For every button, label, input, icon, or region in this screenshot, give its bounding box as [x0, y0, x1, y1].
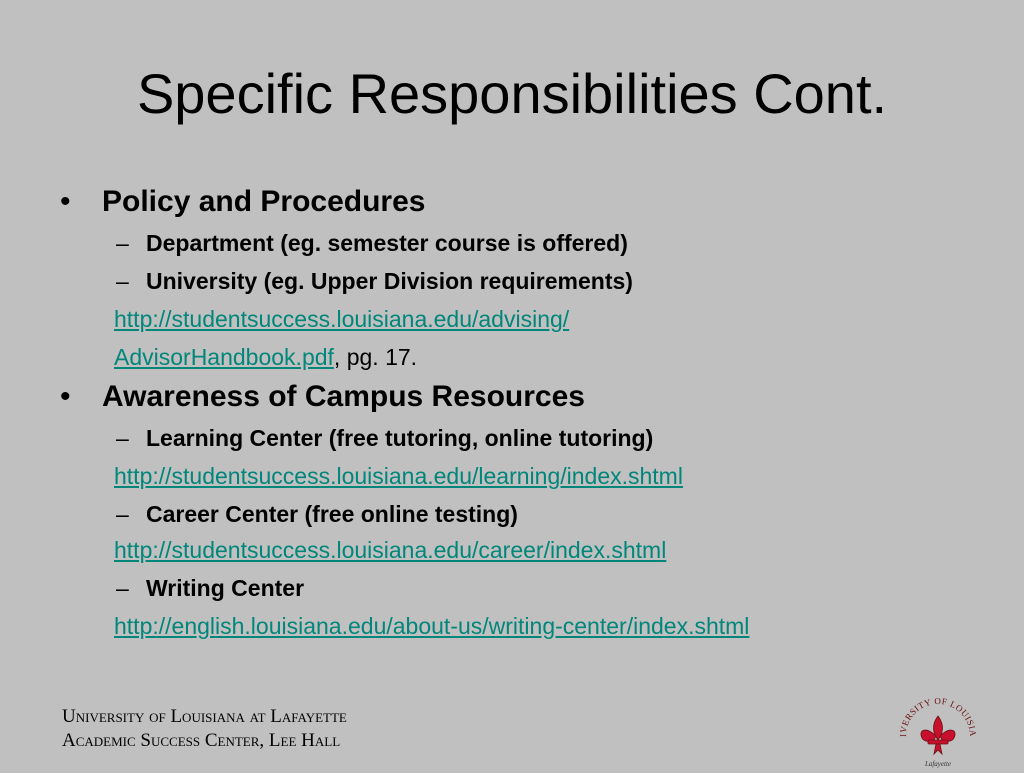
bullet-dot: •	[60, 185, 71, 218]
writing-center-link[interactable]: http://english.louisiana.edu/about-us/writing-center/index.shtml	[114, 613, 750, 639]
learning-center-link[interactable]: http://studentsuccess.louisiana.edu/learning/index.shtml	[114, 463, 683, 489]
list-item	[116, 267, 633, 295]
dash-bullet: –	[116, 575, 129, 601]
seal-ring-text: IVERSITY OF LOUISIA	[897, 696, 979, 738]
dash-bullet: –	[116, 268, 129, 294]
career-center-link[interactable]: http://studentsuccess.louisiana.edu/career/index.shtml	[114, 537, 667, 563]
seal-bottom-text: Lafayette	[924, 760, 952, 768]
list-item-label: Career Center (free online testing)	[146, 501, 518, 527]
link-line	[114, 305, 569, 333]
list-item	[116, 424, 653, 452]
link-line	[114, 343, 417, 371]
list-item-label: Department (eg. semester course is offered)	[146, 230, 628, 256]
section-heading-label: Awareness of Campus Resources	[102, 380, 585, 413]
link-line	[114, 462, 683, 490]
section-heading-label: Policy and Procedures	[102, 185, 426, 218]
advisor-handbook-link[interactable]: AdvisorHandbook.pdf	[114, 344, 334, 370]
university-seal-logo	[896, 696, 980, 773]
bullet-dot: •	[60, 380, 71, 413]
dash-bullet: –	[116, 501, 129, 527]
list-item	[116, 229, 628, 257]
list-item	[116, 574, 304, 602]
advising-link[interactable]: http://studentsuccess.louisiana.edu/advising/	[114, 306, 570, 332]
page-reference: , pg. 17.	[333, 344, 418, 370]
fleur-de-lis-seal-icon	[896, 696, 980, 768]
section-heading-resources	[60, 379, 585, 415]
list-item	[116, 500, 518, 528]
list-item-label: University (eg. Upper Division requirements)	[146, 268, 633, 294]
slide-title: Specific Responsibilities Cont.	[136, 62, 888, 125]
section-heading-policy	[60, 184, 425, 220]
footer-center: Academic Success Center, Lee Hall	[62, 730, 341, 751]
list-item-label: Learning Center (free tutoring, online tutoring)	[146, 425, 654, 451]
link-line	[114, 612, 749, 640]
dash-bullet: –	[116, 230, 129, 256]
list-item-label: Writing Center	[146, 575, 305, 601]
footer-university: University of Louisiana at Lafayette	[62, 706, 347, 727]
link-line	[114, 536, 666, 564]
dash-bullet: –	[116, 425, 129, 451]
